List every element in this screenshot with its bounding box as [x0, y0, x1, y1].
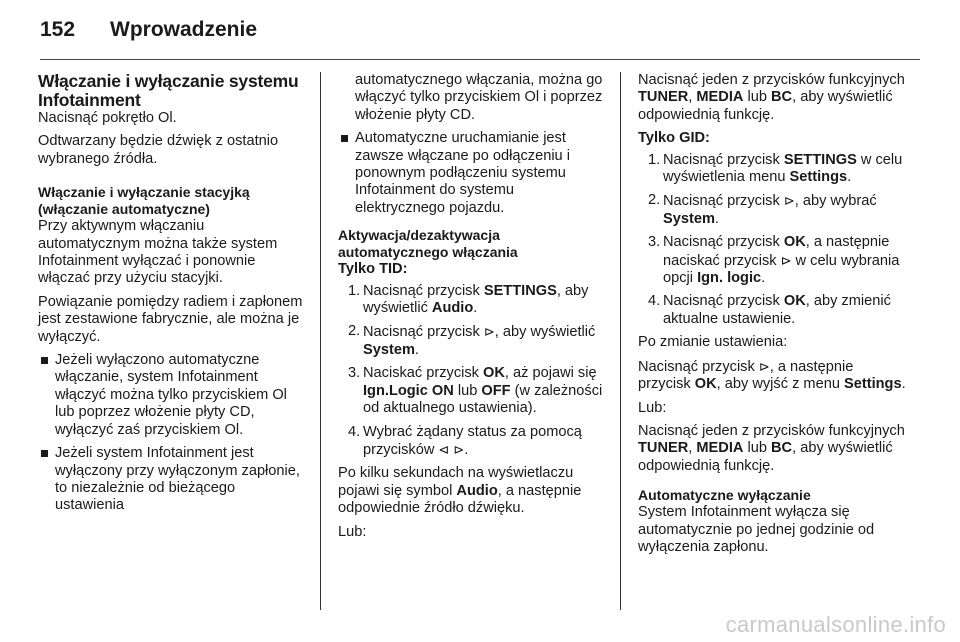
column-3 — [638, 72, 908, 562]
step-item: 1. Nacisnąć przycisk SETTINGS w celu wyświetlenia menu Settings. — [648, 151, 903, 186]
header-rule — [40, 59, 920, 60]
paragraph: Po kilku sekundach na wyświetlaczu pojawi się symbol Audio, a następnie odpowiednie źródło dźwięku. — [338, 465, 582, 517]
step-item: 4. Wybrać żądany status za pomocą przycisków ⊲ ⊳. — [348, 423, 582, 458]
step-item: 3. Naciskać przycisk OK, aż pojawi się Ign.Logic ON lub OFF (w zależności od aktualnego ustawienia). — [348, 365, 603, 417]
subsection-heading: Automatyczne wyłączanie — [638, 487, 811, 504]
right-arrow-icon: ⊳ — [783, 193, 795, 209]
paragraph: Lub: — [338, 523, 367, 540]
paragraph: Przy aktywnym włączaniu automatycznym można także system Infotainment wyłączać i ponownie włączać przy użyciu stacyjki. — [38, 218, 278, 287]
left-arrow-icon: ⊲ — [438, 441, 450, 457]
bullet-list — [338, 130, 608, 217]
page-title: Wprowadzenie — [110, 18, 258, 41]
tid-label: Tylko TID: — [338, 261, 408, 278]
column-2 — [338, 72, 608, 547]
section-heading: Włączanie i wyłączanie systemu Infotainment — [38, 71, 299, 110]
right-arrow-icon: ⊳ — [780, 252, 792, 268]
paragraph: Nacisnąć przycisk ⊳, a następnie przycisk OK, aby wyjść z menu Settings. — [638, 358, 906, 393]
paragraph: Odtwarzany będzie dźwięk z ostatnio wybranego źródła. — [38, 133, 279, 167]
column-1 — [38, 72, 308, 521]
subsection-heading: Aktywacja/dezaktywacja automatycznego włączania — [338, 227, 518, 261]
right-arrow-icon: ⊳ — [483, 324, 495, 340]
paragraph: Nacisnąć jeden z przycisków funkcyjnych TUNER, MEDIA lub BC, aby wyświetlić odpowiednią funkcję. — [638, 72, 905, 123]
step-item: 2. Nacisnąć przycisk ⊳, aby wyświetlić System. — [348, 323, 596, 358]
watermark: carmanualsonline.info — [725, 612, 946, 637]
paragraph: Nacisnąć pokrętło Ol. — [38, 110, 177, 126]
paragraph: Powiązanie pomiędzy radiem i zapłonem jest zestawione fabrycznie, ale można je wyłączyć. — [38, 293, 303, 345]
step-item: 1. Nacisnąć przycisk SETTINGS, aby wyświetlić Audio. — [348, 282, 589, 317]
bullet-continuation: automatycznego włączania, można go włączyć tylko przyciskiem Ol i poprzez włożenie płyty CD. — [355, 72, 603, 123]
bullet-item: Jeżeli wyłączono automatyczne włączanie, system Infotainment włączyć można tylko przyciskiem Ol lub poprzez włożenie płyty CD, wyłączyć zaś przyciskiem Ol. — [38, 352, 308, 439]
paragraph: Nacisnąć jeden z przycisków funkcyjnych TUNER, MEDIA lub BC, aby wyświetlić odpowiednią funkcję. — [638, 422, 905, 474]
steps-list — [338, 283, 608, 460]
right-arrow-icon: ⊳ — [758, 358, 770, 374]
bullet-item: Jeżeli system Infotainment jest wyłączony przy wyłączonym zapłonie, to niezależnie od bieżącego ustawienia — [38, 445, 308, 515]
gid-label: Tylko GID: — [638, 130, 710, 147]
paragraph: Lub: — [638, 399, 667, 416]
bullet-list — [38, 352, 308, 515]
paragraph: Po zmianie ustawienia: — [638, 334, 788, 351]
column-divider — [320, 72, 321, 610]
step-item: 4. Nacisnąć przycisk OK, aby zmienić aktualne ustawienie. — [648, 293, 891, 327]
paragraph: System Infotainment wyłącza się automatycznie po jednej godzinie od wyłączenia zapłonu. — [638, 504, 875, 555]
page-header — [40, 18, 257, 48]
subsection-heading: Włączanie i wyłączanie stacyjką (włączanie automatyczne) — [38, 184, 250, 218]
bullet-item: Automatyczne uruchamianie jest zawsze włączane po odłączeniu i ponownym podłączeniu systemu Infotainment do systemu elektrycznego pojazdu. — [338, 130, 608, 217]
step-item: 2. Nacisnąć przycisk ⊳, aby wybrać System. — [648, 192, 877, 227]
column-divider — [620, 72, 621, 610]
steps-list — [638, 152, 908, 329]
right-arrow-icon: ⊳ — [453, 441, 465, 457]
step-item: 3. Nacisnąć przycisk OK, a następnie naciskać przycisk ⊳ w celu wybrania opcji Ign. logic. — [648, 234, 900, 287]
page-number: 152 — [40, 18, 76, 41]
